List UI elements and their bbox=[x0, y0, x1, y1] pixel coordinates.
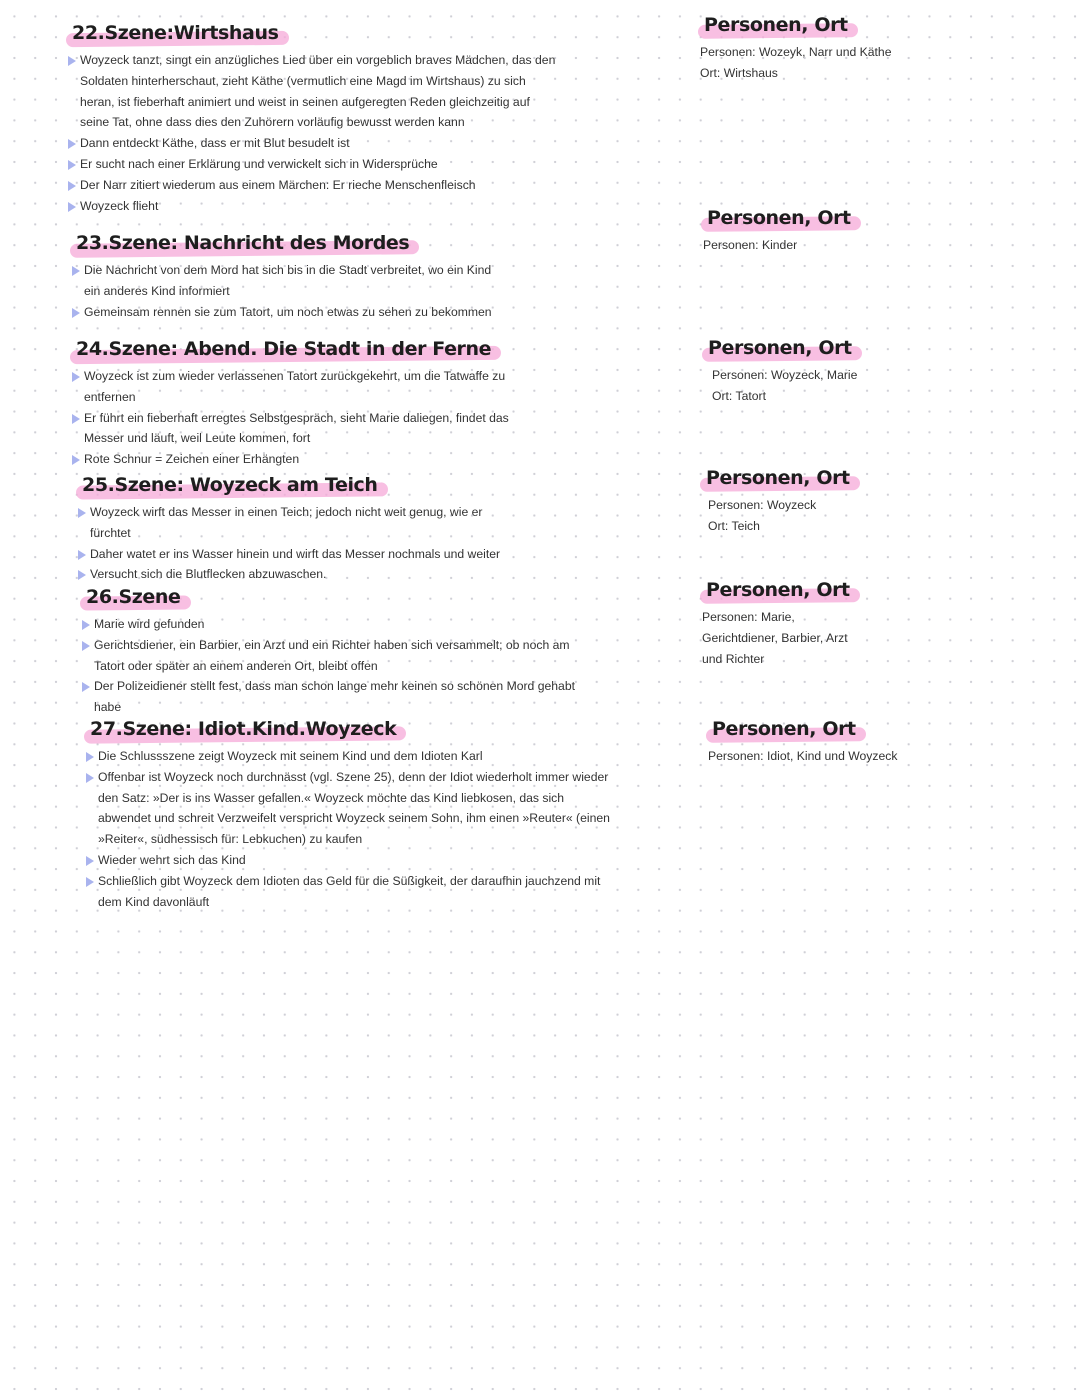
sidebar-line: Personen: Wozeyk, Narr und Käthe bbox=[700, 45, 892, 59]
list-item: Gemeinsam rennen sie zum Tatort, um noch etwas zu sehen zu bekommen bbox=[72, 302, 492, 323]
sidebar-block-27 bbox=[708, 718, 897, 767]
list-item: Die Schlussszene zeigt Woyzeck mit seinem Kind und dem Idioten Karl bbox=[86, 746, 616, 767]
scene-24 bbox=[72, 338, 522, 470]
scene-title: 23.Szene: Nachricht des Mordes bbox=[72, 232, 413, 254]
sidebar-title: Personen, Ort bbox=[702, 467, 854, 489]
sidebar-line: Gerichtdiener, Barbier, Arzt bbox=[702, 630, 848, 645]
scene-bullets bbox=[72, 260, 492, 322]
sidebar-line: und Richter bbox=[702, 651, 765, 666]
list-item: Er sucht nach einer Erklärung und verwickelt sich in Widersprüche bbox=[68, 154, 558, 175]
sidebar-line: Personen: Kinder bbox=[703, 238, 798, 252]
list-item: Woyzeck ist zum wieder verlassenen Tatort zurückgekehrt, um die Tatwaffe zu entfernen bbox=[72, 366, 522, 408]
scene-23 bbox=[72, 232, 492, 322]
list-item: Der Polizeidiener stellt fest, dass man schon lange mehr keinen so schönen Mord gehabt habe bbox=[82, 676, 602, 718]
scene-bullets bbox=[78, 502, 518, 585]
sidebar-line: Personen: Marie, bbox=[702, 610, 795, 624]
list-item: Woyzeck tanzt, singt ein anzügliches Lied über ein vorgeblich braves Mädchen, das den Soldaten hinterherschaut, zieht Käthe (vermutlich eine Magd im Wirtshaus) zu sich heran, ist fieberhaft animiert und weist in seinen aufgeregten Reden gleichzeitig auf seine Tat, ohne dass dies den Zuhörern vorläufig bewusst werden kann bbox=[68, 50, 558, 133]
list-item: Daher watet er ins Wasser hinein und wirft das Messer nochmals und weiter bbox=[78, 544, 518, 565]
sidebar-block-22 bbox=[700, 14, 892, 84]
scene-bullets bbox=[86, 746, 616, 912]
list-item: Marie wird gefunden bbox=[82, 614, 602, 635]
list-item: Woyzeck flieht bbox=[68, 196, 558, 217]
sidebar-line: Ort: Tatort bbox=[712, 388, 766, 403]
sidebar-title: Personen, Ort bbox=[702, 579, 854, 601]
scene-bullets bbox=[68, 50, 558, 216]
scene-22 bbox=[68, 22, 558, 216]
scene-26 bbox=[82, 586, 602, 718]
sidebar-title: Personen, Ort bbox=[703, 207, 855, 229]
list-item: Rote Schnur = Zeichen einer Erhängten bbox=[72, 449, 522, 470]
list-item: Wieder wehrt sich das Kind bbox=[86, 850, 616, 871]
sidebar-line: Personen: Woyzeck, Marie bbox=[712, 368, 858, 382]
list-item: Schließlich gibt Woyzeck dem Idioten das Geld für die Süßigkeit, der daraufhin jauchzend mit dem Kind davonläuft bbox=[86, 871, 616, 913]
scene-bullets bbox=[72, 366, 522, 470]
scene-27 bbox=[86, 718, 616, 912]
list-item: Der Narr zitiert wiederum aus einem Märchen: Er rieche Menschenfleisch bbox=[68, 175, 558, 196]
scene-25 bbox=[78, 474, 518, 585]
scene-title: 22.Szene:Wirtshaus bbox=[68, 22, 283, 44]
scene-bullets bbox=[82, 614, 602, 718]
sidebar-block-25 bbox=[702, 467, 854, 537]
sidebar-block-26 bbox=[702, 579, 854, 669]
sidebar-line: Ort: Wirtshaus bbox=[700, 65, 778, 80]
sidebar-line: Ort: Teich bbox=[708, 518, 760, 533]
scene-title: 26.Szene bbox=[82, 586, 185, 608]
list-item: Dann entdeckt Käthe, dass er mit Blut besudelt ist bbox=[68, 133, 558, 154]
sidebar-block-24 bbox=[704, 337, 857, 407]
list-item: Er führt ein fieberhaft erregtes Selbstgespräch, sieht Marie daliegen, findet das Messer und läuft, weil Leute kommen, fort bbox=[72, 408, 522, 450]
list-item: Woyzeck wirft das Messer in einen Teich; jedoch nicht weit genug, wie er fürchtet bbox=[78, 502, 518, 544]
sidebar-title: Personen, Ort bbox=[704, 337, 856, 359]
scene-title: 25.Szene: Woyzeck am Teich bbox=[78, 474, 382, 496]
sidebar-line: Personen: Idiot, Kind und Woyzeck bbox=[708, 749, 898, 763]
sidebar-line: Personen: Woyzeck bbox=[708, 498, 817, 512]
sidebar-title: Personen, Ort bbox=[700, 14, 852, 36]
list-item: Offenbar ist Woyzeck noch durchnässt (vgl. Szene 25), denn der Idiot wiederholt immer wieder den Satz: »Der is ins Wasser gefallen.« Woyzeck möchte das Kind liebkosen, das sich abwendet und schreit Verzweifelt verspricht Woyzeck seinem Sohn, ihm einen »Reuter« (einen »Reiter«, südhessisch für: Lebkuchen) zu kaufen bbox=[86, 767, 616, 850]
scene-title: 24.Szene: Abend. Die Stadt in der Ferne bbox=[72, 338, 495, 360]
list-item: Die Nachricht von dem Mord hat sich bis in die Stadt verbreitet, wo ein Kind ein anderes Kind informiert bbox=[72, 260, 492, 302]
scene-title: 27.Szene: Idiot.Kind.Woyzeck bbox=[86, 718, 400, 740]
sidebar-title: Personen, Ort bbox=[708, 718, 860, 740]
sidebar-block-23 bbox=[703, 207, 855, 256]
list-item: Gerichtsdiener, ein Barbier, ein Arzt und ein Richter haben sich versammelt; ob noch am Tatort oder später an einem anderen Ort, bleibt offen bbox=[82, 635, 602, 677]
list-item: Versucht sich die Blutflecken abzuwaschen. bbox=[78, 564, 518, 585]
